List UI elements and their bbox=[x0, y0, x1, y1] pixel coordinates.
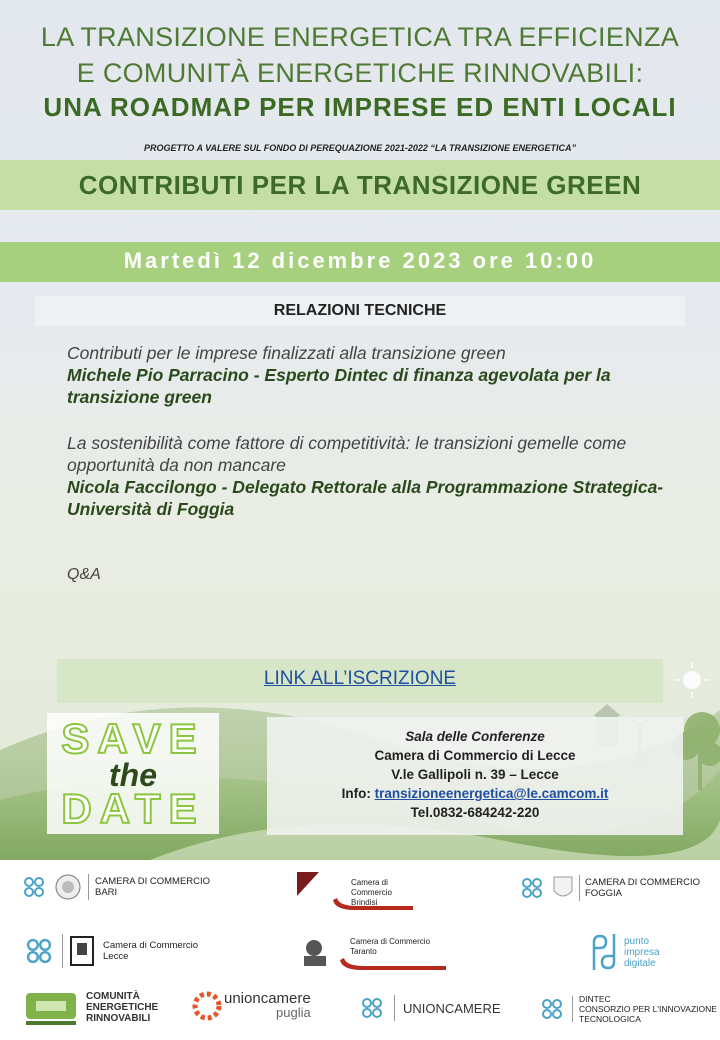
logo-cc-foggia bbox=[518, 873, 700, 903]
logo-cer bbox=[24, 987, 158, 1027]
talk-topic: Contributi per le imprese finalizzati alla transizione green bbox=[67, 343, 506, 363]
logo-line: BARI bbox=[95, 887, 118, 898]
section-header bbox=[35, 296, 685, 326]
swirl-icon bbox=[22, 934, 56, 968]
title-line-2: E COMUNITÀ ENERGETICHE RINNOVABILI: bbox=[76, 58, 644, 88]
logo-line: ENERGETICHE bbox=[86, 1001, 159, 1013]
logo-line: FOGGIA bbox=[585, 888, 622, 899]
logo-line: digitale bbox=[624, 957, 656, 969]
talk-1 bbox=[67, 342, 687, 408]
date-word: DATE bbox=[61, 785, 205, 832]
logo-unioncamere-puglia bbox=[192, 986, 311, 1026]
email-link[interactable]: transizioneenergetica@le.camcom.it bbox=[374, 786, 609, 801]
logo-cc-taranto bbox=[298, 934, 448, 974]
logo-line: CAMERA DI COMMERCIO bbox=[585, 877, 701, 888]
save-the-date-badge bbox=[47, 713, 219, 834]
logo-line: TECNOLOGICA bbox=[579, 1014, 641, 1024]
banner-band bbox=[0, 160, 720, 210]
logo-line: COMUNITÀ bbox=[86, 990, 140, 1002]
ring-icon bbox=[192, 986, 222, 1026]
logo-line: Brindisi bbox=[351, 898, 378, 907]
logo-line: Camera di Commercio bbox=[103, 940, 199, 951]
venue-info bbox=[267, 784, 683, 803]
pid-icon bbox=[590, 932, 618, 972]
logo-unioncamere bbox=[358, 994, 501, 1022]
swirl-icon bbox=[538, 995, 566, 1023]
save-word: SAVE bbox=[61, 715, 205, 762]
the-word: the bbox=[109, 757, 157, 793]
project-note: PROGETTO A VALERE SUL FONDO DI PEREQUAZIONE 2021-2022 “LA TRANSIZIONE ENERGETICA” bbox=[143, 143, 577, 153]
logo-cc-brindisi bbox=[295, 870, 415, 912]
section-title: RELAZIONI TECNICHE bbox=[273, 302, 447, 319]
talk-speaker: Michele Pio Parracino - Esperto Dintec di finanza agevolata per la transizione green bbox=[67, 365, 611, 407]
crest-icon bbox=[552, 873, 574, 903]
logo-line: Lecce bbox=[103, 951, 129, 962]
registration-box bbox=[57, 659, 663, 703]
logo-line: CONSORZIO PER L'INNOVAZIONE bbox=[579, 1004, 717, 1014]
talk-speaker: Nicola Faccilongo - Delegato Rettorale alla Programmazione Strategica- Università di Foggia bbox=[67, 477, 664, 519]
cer-icon bbox=[24, 987, 78, 1027]
venue-room: Sala delle Conferenze bbox=[405, 729, 545, 744]
venue-phone: Tel.0832-684242-220 bbox=[410, 805, 540, 820]
logo-line: Camera di Commercio bbox=[351, 878, 392, 897]
title-line-1: LA TRANSIZIONE ENERGETICA TRA EFFICIENZA bbox=[40, 22, 680, 52]
logo-line: RINNOVABILI bbox=[86, 1012, 151, 1024]
registration-link[interactable]: LINK ALL’ISCRIZIONE bbox=[263, 668, 457, 689]
logo-dintec bbox=[538, 994, 717, 1024]
logo-line: unioncamere bbox=[224, 990, 311, 1007]
venue-address: V.le Gallipoli n. 39 – Lecce bbox=[391, 767, 559, 782]
talk-topic: La sostenibilità come fattore di competitività: le transizioni gemelle come opportunità da non mancare bbox=[67, 433, 627, 475]
logo-line: DINTEC bbox=[579, 994, 611, 1004]
logo-line: UNIONCAMERE bbox=[403, 1000, 501, 1016]
logo-line: puglia bbox=[276, 1005, 311, 1020]
swirl-icon bbox=[358, 994, 386, 1022]
logo-pid bbox=[590, 932, 660, 972]
logo-cc-lecce bbox=[22, 934, 198, 968]
title-line-3: UNA ROADMAP PER IMPRESE ED ENTI LOCALI bbox=[43, 92, 677, 122]
logo-line: CAMERA DI COMMERCIO bbox=[95, 876, 211, 887]
seal-icon bbox=[54, 873, 82, 901]
venue-org: Camera di Commercio di Lecce bbox=[374, 748, 576, 763]
swirl-icon bbox=[20, 873, 48, 901]
logo-line: punto bbox=[624, 935, 650, 947]
qa-label: Q&A bbox=[67, 566, 101, 583]
logo-line: impresa bbox=[624, 946, 660, 958]
event-date: Martedì 12 dicembre 2023 ore 10:00 bbox=[123, 248, 597, 273]
venue-box bbox=[267, 717, 683, 835]
logo-line: Taranto bbox=[350, 947, 377, 956]
date-band bbox=[0, 242, 720, 282]
logo-cc-bari bbox=[20, 873, 210, 901]
info-label: Info: bbox=[341, 786, 375, 801]
logo-line: Camera di Commercio bbox=[350, 937, 431, 946]
talk-2 bbox=[67, 432, 687, 520]
swirl-icon bbox=[518, 874, 546, 902]
lecce-crest-icon bbox=[69, 935, 95, 967]
banner-title: CONTRIBUTI PER LA TRANSIZIONE GREEN bbox=[78, 170, 642, 200]
